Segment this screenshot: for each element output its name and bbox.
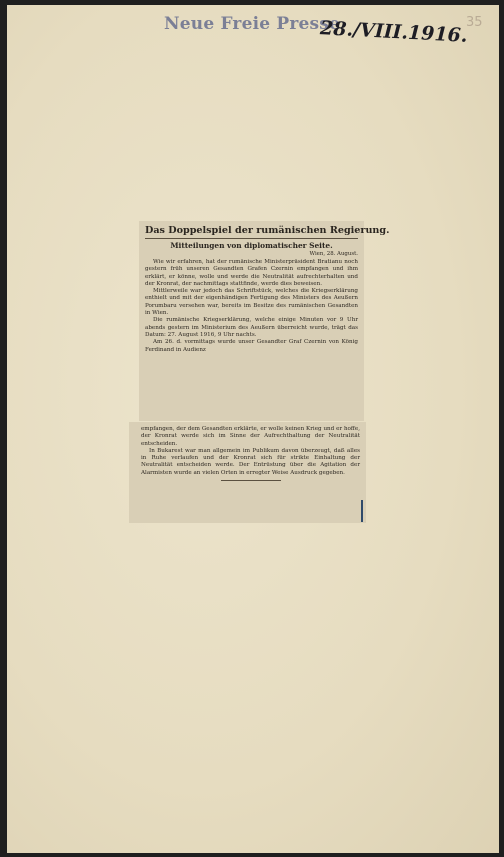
handwritten-date: 28./VIII.1916.	[319, 17, 468, 47]
folio-number: 35	[466, 15, 483, 30]
newspaper-clipping-bottom	[129, 422, 366, 523]
newspaper-masthead-stamp: Neue Freie Presse	[164, 14, 341, 34]
article-dateline: Wien, 28. August.	[309, 251, 358, 257]
article-paragraph: Mittlerweile war jedoch das Schriftstück, welches die Kriegserklärung enthielt und mit der eigenhändigen Fertigung des Ministers des Aeußern Porumbaru versehen war, bereits im Besitze des rumänischen Gesandten in Wien.	[145, 288, 358, 317]
ink-mark	[361, 500, 363, 522]
article-paragraph: Am 26. d. vormittags wurde unser Gesandter Graf Czernin von König Ferdinand in Audienz	[145, 339, 358, 353]
article-paragraph: Wie wir erfahren, hat der rumänische Ministerpräsident Bratianu noch gestern früh unseren Gesandten Grafen Czernin empfangen und ihm erklärt, er könne, wolle und werde die Neutralität aufrechterhalten und der Kronrat, der nachmittags stattfinde, werde dies beweisen.	[145, 259, 358, 287]
article-paragraph: empfangen, der dem Gesandten erklärte, er wolle keinen Krieg und er hoffe, der Kronrat werde sich im Sinne der Aufrechthaltung der Neutralität entscheiden.	[141, 426, 360, 447]
article-headline: Das Doppelspiel der rumänischen Regierung.	[145, 225, 358, 239]
end-rule	[221, 480, 281, 481]
article-paragraph: In Bukarest war man allgemein im Publikum davon überzeugt, daß alles in Ruhe verlaufen und der Kronrat sich für strikte Einhaltung der Neutralität entscheiden werde. Der Entrüstung über die Agitation der Alarmisten wurde an vielen Orten in erregter Weise Ausdruck gegeben.	[141, 447, 360, 476]
article-paragraph: Die rumänische Kriegserklärung, welche einige Minuten vor 9 Uhr abends gestern im Ministerium des Aeußern überreicht wurde, trägt das Datum: 27. August 1916, 9 Uhr nachts.	[145, 317, 358, 338]
newspaper-clipping-top	[139, 221, 390, 421]
article-subheadline: Mitteilungen von diplomatischer Seite.	[170, 241, 333, 250]
